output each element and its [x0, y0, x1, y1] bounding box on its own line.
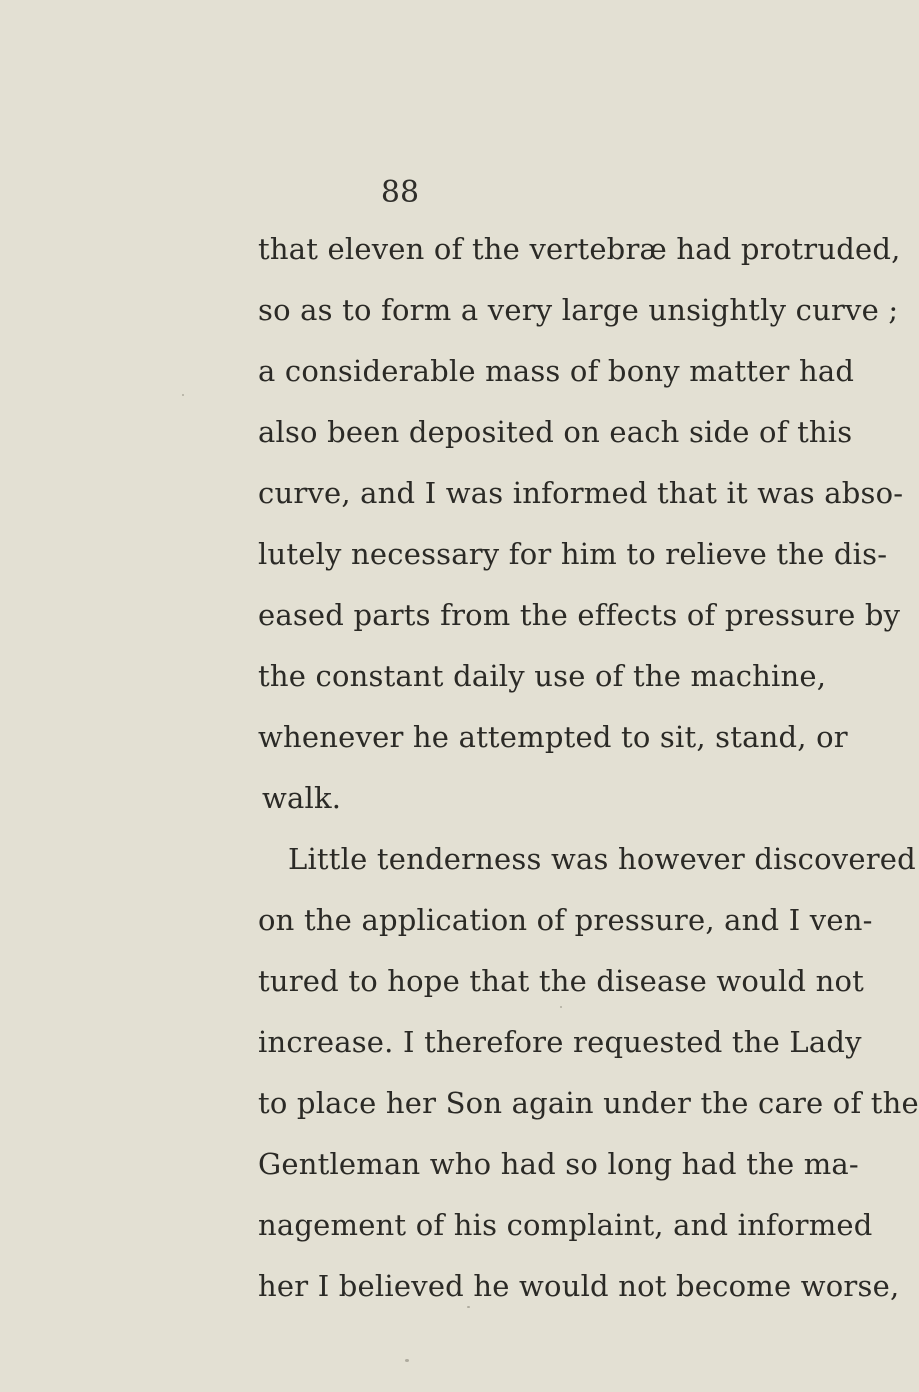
paper-speck — [560, 1006, 562, 1008]
text-line: whenever he attempted to sit, stand, or — [258, 720, 848, 754]
text-line: curve, and I was informed that it was abso- — [258, 476, 904, 510]
text-line: on the application of pressure, and I ven- — [258, 903, 873, 937]
text-line: so as to form a very large unsightly curve ; — [258, 293, 899, 327]
text-line: that eleven of the vertebræ had protruded, — [258, 232, 901, 266]
text-line: nagement of his complaint, and informed — [258, 1208, 873, 1242]
paper-speck — [182, 394, 184, 396]
text-line: eased parts from the effects of pressure by — [258, 598, 901, 632]
text-line: Gentleman who had so long had the ma- — [258, 1147, 859, 1181]
text-line: a considerable mass of bony matter had — [258, 354, 855, 388]
text-line: increase. I therefore requested the Lady — [258, 1025, 862, 1059]
page-number: 88 — [380, 175, 420, 210]
text-line: the constant daily use of the machine, — [258, 659, 827, 693]
text-line: her I believed he would not become worse, — [258, 1269, 900, 1303]
text-line: lutely necessary for him to relieve the dis- — [258, 537, 888, 571]
text-line: also been deposited on each side of this — [258, 415, 853, 449]
text-line: walk. — [262, 781, 342, 815]
paper-speck — [405, 1359, 409, 1362]
paragraph-start-line: Little tenderness was however discovered — [288, 842, 916, 876]
text-line: tured to hope that the disease would not — [258, 964, 864, 998]
text-line: to place her Son again under the care of the — [258, 1086, 919, 1120]
paper-speck — [467, 1306, 470, 1308]
